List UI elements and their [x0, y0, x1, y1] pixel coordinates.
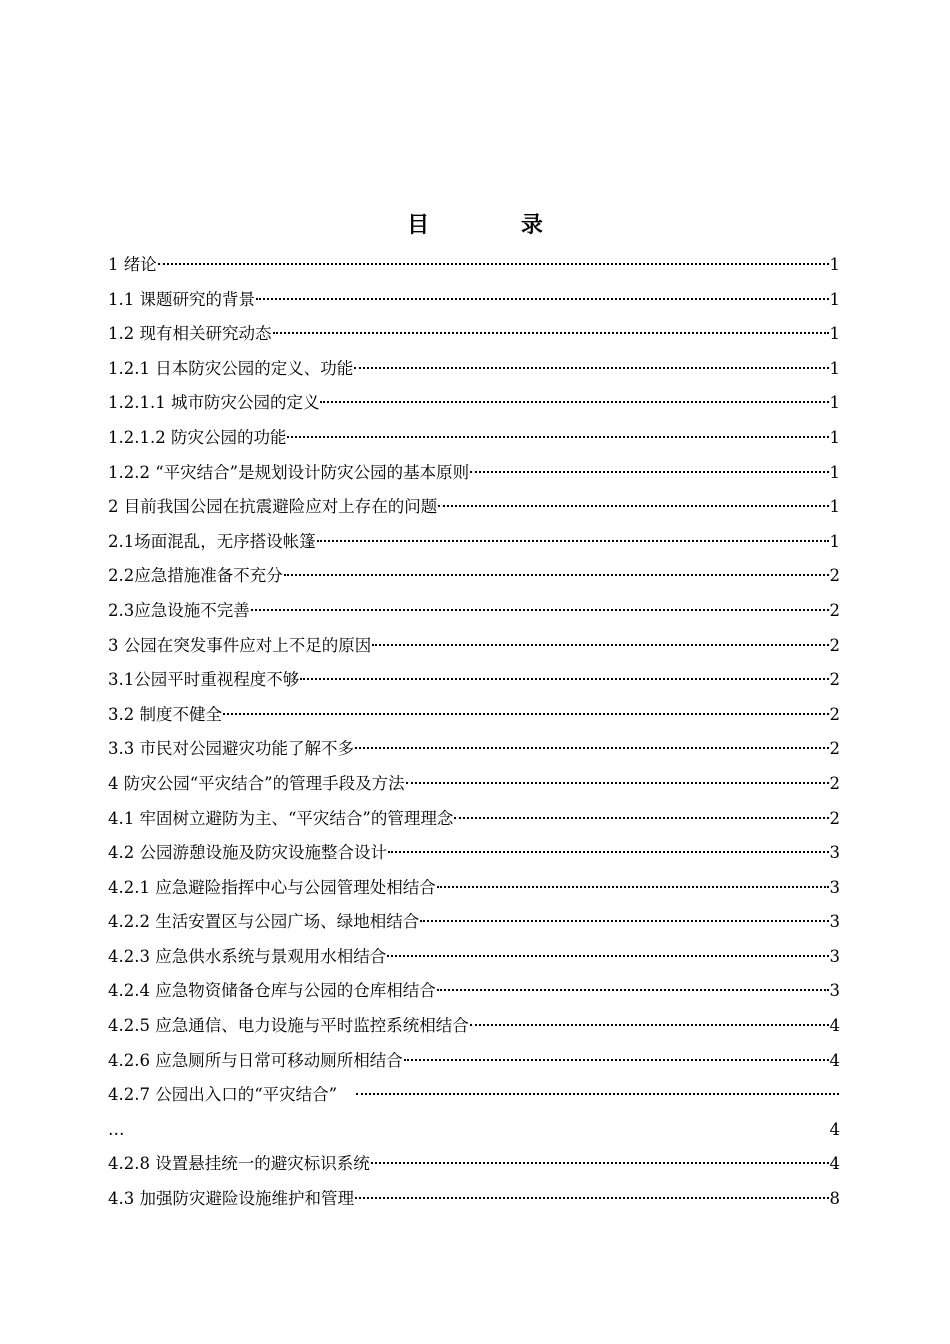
toc-entry[interactable] — [108, 594, 840, 629]
toc-page-number: 2 — [829, 635, 840, 655]
toc-entry-text: 1.1 课题研究的背景 — [108, 289, 255, 309]
toc-entry-text: 4.2 公园游憩设施及防灾设施整合设计 — [108, 843, 387, 863]
toc-leader-dots — [158, 263, 829, 265]
toc-entry-text: 4.2.8 设置悬挂统一的避灾标识系统 — [108, 1154, 370, 1174]
toc-entry-text: 4.2.4 应急物资储备仓库与公园的仓库相结合 — [108, 981, 436, 1001]
toc-page-number: 2 — [829, 739, 840, 759]
toc-leader-dots — [273, 332, 829, 334]
toc-entry[interactable] — [108, 1009, 840, 1044]
toc-entry-text: 2.2应急措施准备不充分 — [108, 566, 283, 586]
toc-entry[interactable] — [108, 559, 840, 594]
toc-leader-dots — [470, 471, 828, 473]
toc-leader-dots — [354, 367, 828, 369]
toc-entry-text: 4.2.5 应急通信、电力设施与平时监控系统相结合 — [108, 1016, 469, 1036]
toc-page-number: 2 — [829, 704, 840, 724]
toc-page-number: 1 — [829, 427, 840, 447]
toc-entry-text: 3.1公园平时重视程度不够 — [108, 670, 300, 690]
toc-leader-dots — [404, 1059, 829, 1061]
toc-entry-text: 1.2.2 “平灾结合”是规划设计防灾公园的基本原则 — [108, 462, 470, 482]
toc-entry-text: 1.2.1.1 城市防灾公园的定义 — [108, 393, 320, 413]
toc-entry[interactable] — [108, 490, 840, 525]
toc-entry[interactable] — [108, 1182, 840, 1217]
toc-leader-dots — [420, 920, 828, 922]
toc-entry-text: 3 公园在突发事件应对上不足的原因 — [108, 635, 372, 655]
toc-entry-continuation — [108, 1113, 840, 1148]
toc-leader-dots — [371, 1162, 829, 1164]
toc-page-number: 1 — [829, 497, 840, 517]
toc-entry[interactable] — [108, 732, 840, 767]
toc-entry[interactable] — [108, 1147, 840, 1182]
toc-entry[interactable] — [108, 767, 840, 802]
toc-page-number: 3 — [829, 946, 840, 966]
toc-entry-text: 3.2 制度不健全 — [108, 704, 222, 724]
toc-entry[interactable] — [108, 525, 840, 560]
toc-leader-dots — [387, 955, 828, 957]
toc-leader-dots — [355, 1197, 829, 1199]
toc-leader-dots — [256, 298, 829, 300]
toc-entry-text: 1.2 现有相关研究动态 — [108, 324, 272, 344]
toc-leader-dots — [355, 747, 829, 749]
toc-entry[interactable] — [108, 421, 840, 456]
toc-entry-text: 4.2.6 应急厕所与日常可移动厕所相结合 — [108, 1050, 403, 1070]
toc-page-number: 4 — [829, 1050, 840, 1070]
toc-leader-dots — [320, 401, 828, 403]
toc-entry[interactable] — [108, 1078, 840, 1113]
toc-page-number: 8 — [829, 1189, 840, 1209]
toc-entry[interactable] — [108, 386, 840, 421]
toc-page-number: 2 — [829, 670, 840, 690]
toc-leader-dots — [356, 1093, 839, 1095]
toc-entry-text: 4.2.2 生活安置区与公园广场、绿地相结合 — [108, 912, 420, 932]
toc-entry-text: 1.2.1 日本防灾公园的定义、功能 — [108, 358, 354, 378]
toc-entry[interactable] — [108, 836, 840, 871]
toc-continuation-dots: … — [108, 1119, 125, 1139]
toc-entry[interactable] — [108, 352, 840, 387]
toc-entry-text: 4.1 牢固树立避防为主、“平灾结合”的管理理念 — [108, 808, 454, 828]
toc-leader-dots — [454, 817, 828, 819]
toc-leader-dots — [388, 851, 829, 853]
toc-leader-dots — [287, 436, 828, 438]
toc-entry[interactable] — [108, 1044, 840, 1079]
toc-page-number: 1 — [829, 324, 840, 344]
toc-page-number: 3 — [829, 877, 840, 897]
toc-leader-dots — [437, 886, 829, 888]
toc-entry-text: 2 目前我国公园在抗震避险应对上存在的问题 — [108, 497, 438, 517]
toc-entry[interactable] — [108, 283, 840, 318]
toc-entry-text: 3.3 市民对公园避灾功能了解不多 — [108, 739, 354, 759]
toc-leader-dots — [372, 644, 828, 646]
toc-entry-text: 4.2.7 公园出入口的“平灾结合” — [108, 1085, 338, 1105]
toc-entry-text: 1 绪论 — [108, 255, 157, 274]
toc-leader-dots — [300, 678, 828, 680]
toc-entry[interactable] — [108, 940, 840, 975]
toc-entry[interactable] — [108, 802, 840, 837]
toc-page-number: 1 — [829, 393, 840, 413]
toc-entry[interactable] — [108, 317, 840, 352]
toc-page-number: 2 — [829, 773, 840, 793]
toc-entry[interactable] — [108, 456, 840, 491]
toc-entry-text: 2.1场面混乱，无序搭设帐篷 — [108, 531, 316, 551]
toc-leader-dots — [317, 540, 829, 542]
toc-leader-dots — [437, 989, 829, 991]
toc-page-number: 2 — [829, 600, 840, 620]
toc-entry[interactable] — [108, 974, 840, 1009]
toc-leader-dots — [251, 609, 829, 611]
toc-entry[interactable] — [108, 698, 840, 733]
toc-entry[interactable] — [108, 629, 840, 664]
toc-page-number: 3 — [829, 981, 840, 1001]
toc-page-number: 1 — [829, 462, 840, 482]
toc-entry[interactable] — [108, 905, 840, 940]
toc-entry[interactable] — [108, 248, 840, 283]
toc-entry-text: 1.2.1.2 防灾公园的功能 — [108, 427, 287, 447]
toc-page-number: 1 — [829, 289, 840, 309]
toc-leader-dots — [406, 782, 829, 784]
toc-leader-dots — [438, 505, 828, 507]
toc-leader-dots — [223, 713, 829, 715]
toc-page-number: 3 — [829, 912, 840, 932]
toc-entry-text: 4.3 加强防灾避险设施维护和管理 — [108, 1189, 354, 1209]
toc-page-number: 2 — [829, 566, 840, 586]
toc-leader-dots — [284, 574, 829, 576]
toc-entry[interactable] — [108, 871, 840, 906]
toc-entry[interactable] — [108, 663, 840, 698]
toc-page-number: 2 — [829, 808, 840, 828]
toc-page-number: 1 — [829, 531, 840, 551]
toc-entry-text: 2.3应急设施不完善 — [108, 600, 250, 620]
toc-entry-text: 4.2.1 应急避险指挥中心与公园管理处相结合 — [108, 877, 436, 897]
toc-leader-dots — [470, 1024, 829, 1026]
toc-page-number: 4 — [829, 1119, 840, 1139]
toc-page-number: 4 — [829, 1016, 840, 1036]
toc-entry-text: 4 防灾公园“平灾结合”的管理手段及方法 — [108, 773, 405, 793]
toc-page-number: 1 — [829, 358, 840, 378]
toc-entry-text: 4.2.3 应急供水系统与景观用水相结合 — [108, 946, 387, 966]
toc-title: 目 录 — [407, 213, 585, 238]
toc-page-number: 4 — [829, 1154, 840, 1174]
toc-page-number: 1 — [829, 255, 840, 274]
table-of-contents — [108, 248, 840, 1217]
toc-page-number: 3 — [829, 843, 840, 863]
